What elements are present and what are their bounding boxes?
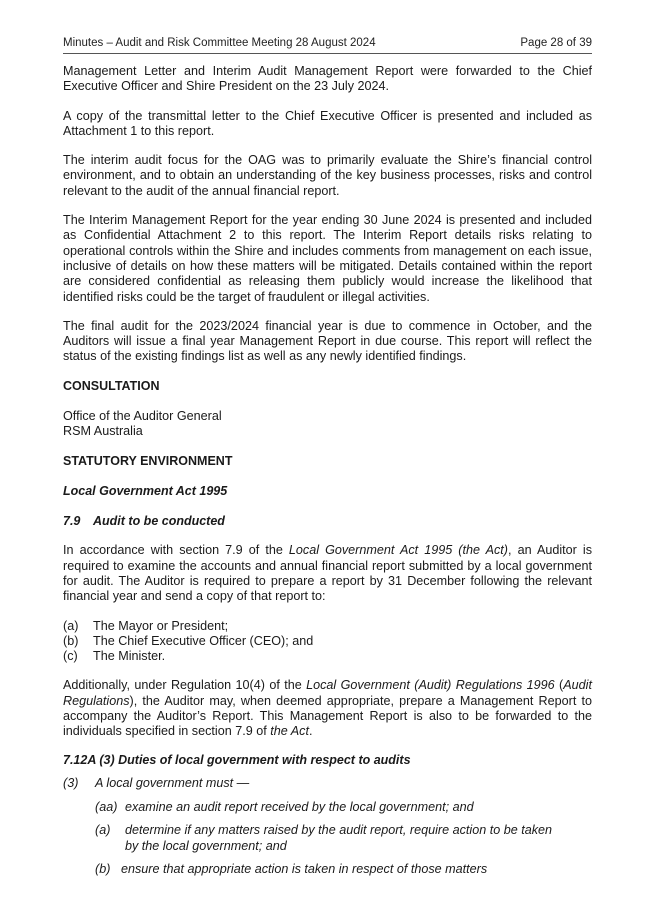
regulation-short-name: Audit Regulations [63,678,592,708]
list-item [63,634,592,649]
act-short-name: the Act [270,724,309,739]
list-label: (c) [63,649,78,664]
consultation-line-2: RSM Australia [63,424,143,439]
duty-main-clause [63,776,592,791]
page-header [63,37,592,54]
paragraph-3: The interim audit focus for the OAG was to primarily evaluate the Shire’s financial control environment, and to obtain an understanding of the key business processes, risks and control relevant to the audit of the annual financial report. [63,153,592,198]
paragraph-1: Management Letter and Interim Audit Management Report were forwarded to the Chief Executive Officer and Shire President on the 23 July 2024. [63,64,592,94]
list-text: The Mayor or President; [93,618,229,633]
consultation-line-1: Office of the Auditor General [63,408,222,423]
page-content [63,64,592,877]
duty-item [63,823,592,854]
clause-label: (aa) [95,799,118,814]
list-item [63,619,592,634]
section-title: Audit to be conducted [93,514,225,529]
clause-text: ensure that appropriate action is taken in respect of those matters [121,861,488,876]
clause-text: examine an audit report received by the local government; and [125,799,474,814]
duty-item [63,800,592,815]
statutory-heading: STATUTORY ENVIRONMENT [63,454,233,469]
act-title: Local Government Act 1995 [63,484,228,499]
text-run: , an Auditor is required to examine the accounts and annual financial report submitted by a local government for audit. The Auditor is required to prepare a report by 31 December following the relevant financial year and send a copy of that report to: [63,543,593,604]
text-run: ( [554,678,564,693]
text-run: ), the Auditor may, when deemed appropriate, prepare a Management Report to accompany the Auditor’s Report. This Management Report is also to be forwarded to the individuals specified in section 7.9 of [63,693,592,739]
list-text: The Minister. [93,649,166,664]
list-text: The Chief Executive Officer (CEO); and [93,633,314,648]
text-run: . [308,724,313,739]
header-title: Minutes – Audit and Risk Committee Meeting 28 August 2024 [63,37,376,49]
text-run: Additionally, under Regulation 10(4) of the [63,678,307,693]
paragraph-5: The final audit for the 2023/2024 financial year is due to commence in October, and the Auditors will issue a final year Management Report in due course. This report will reflect the status of the existing findings list as well as any newly identified findings. [63,318,592,364]
paragraph-4: The Interim Management Report for the year ending 30 June 2024 is presented and included as Confidential Attachment 2 to this report. The Interim Report details risks relating to operational controls within the Shire and includes comments from management on each issue, inclusive of details on how these matters will be mitigated. Details contained within the report are considered confidential as releasing them publicly would increase the likelihood that identified risks could be the target of fraudulent or illegal activities. [63,213,592,304]
statutory-paragraph-1 [63,543,592,604]
paragraph-2: A copy of the transmittal letter to the Chief Executive Officer is presented and included as Attachment 1 to this report. [63,108,592,138]
list-item [63,649,592,664]
list-label: (b) [63,633,79,648]
clause-text: A local government must — [95,775,250,790]
duty-item [63,862,592,877]
statutory-paragraph-2 [63,678,592,739]
act-reference: Local Government Act 1995 (the Act) [288,543,508,558]
recipient-list [63,619,592,665]
section-heading [63,514,592,529]
text-run: In accordance with section 7.9 of the [63,543,289,558]
list-label: (a) [63,618,79,633]
clause-label: (3) [63,775,79,790]
duties-heading: 7.12A (3) Duties of local government with respect to audits [63,752,411,767]
clause-label: (b) [95,861,111,876]
section-number: 7.9 [63,514,81,529]
regulation-reference: Local Government (Audit) Regulations 1996 [306,678,555,693]
clause-label: (a) [95,823,111,838]
consultation-heading: CONSULTATION [63,378,160,393]
page-number: Page 28 of 39 [520,37,592,49]
clause-text: determine if any matters raised by the audit report, require action to be taken by the local government; and [125,823,553,853]
